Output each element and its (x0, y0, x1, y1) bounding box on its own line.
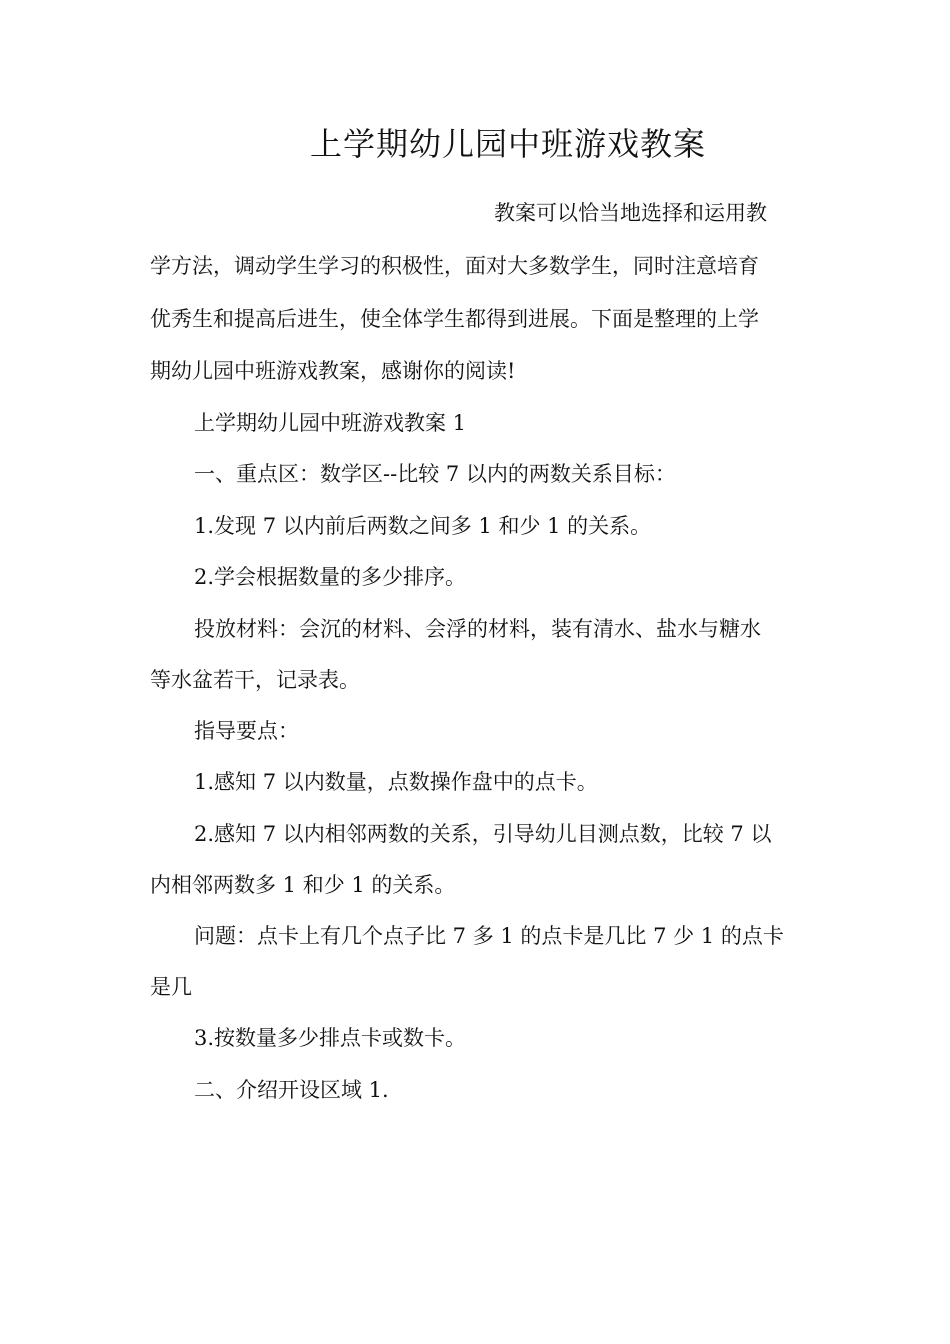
question-line-2: 是几 (150, 975, 192, 999)
paragraph-intro-line-1: 教案可以恰当地选择和运用教 (494, 201, 767, 225)
materials-line-1: 投放材料：会沉的材料、会浮的材料，装有清水、盐水与糖水 (194, 617, 761, 641)
paragraph-intro-line-2: 学方法，调动学生学习的积极性，面对大多数学生，同时注意培育 (150, 254, 759, 278)
question-line-1: 问题：点卡上有几个点子比 7 多 1 的点卡是几比 7 少 1 的点卡 (194, 924, 784, 948)
paragraph-intro-line-4: 期幼儿园中班游戏教案，感谢你的阅读! (150, 359, 516, 383)
guidance-heading: 指导要点： (194, 719, 299, 743)
document-title: 上学期幼儿园中班游戏教案 (309, 125, 706, 163)
materials-line-2: 等水盆若干，记录表。 (150, 668, 360, 692)
goal-item-1: 1.发现 7 以内前后两数之间多 1 和少 1 的关系。 (194, 514, 652, 538)
guidance-item-1: 1.感知 7 以内数量，点数操作盘中的点卡。 (194, 770, 598, 794)
section-heading: 上学期幼儿园中班游戏教案 1 (194, 411, 467, 435)
goal-item-2: 2.学会根据数量的多少排序。 (194, 565, 467, 589)
guidance-item-3: 3.按数量多少排点卡或数卡。 (194, 1026, 467, 1050)
section-two-heading: 二、介绍开设区域 1. (194, 1078, 389, 1102)
paragraph-intro-line-3: 优秀生和提高后进生，使全体学生都得到进展。下面是整理的上学 (150, 307, 759, 331)
subheading-focus-area: 一、重点区：数学区--比较 7 以内的两数关系目标： (194, 462, 676, 486)
guidance-item-2-line-1: 2.感知 7 以内相邻两数的关系，引导幼儿目测点数，比较 7 以 (194, 822, 772, 846)
guidance-item-2-line-2: 内相邻两数多 1 和少 1 的关系。 (150, 873, 456, 897)
